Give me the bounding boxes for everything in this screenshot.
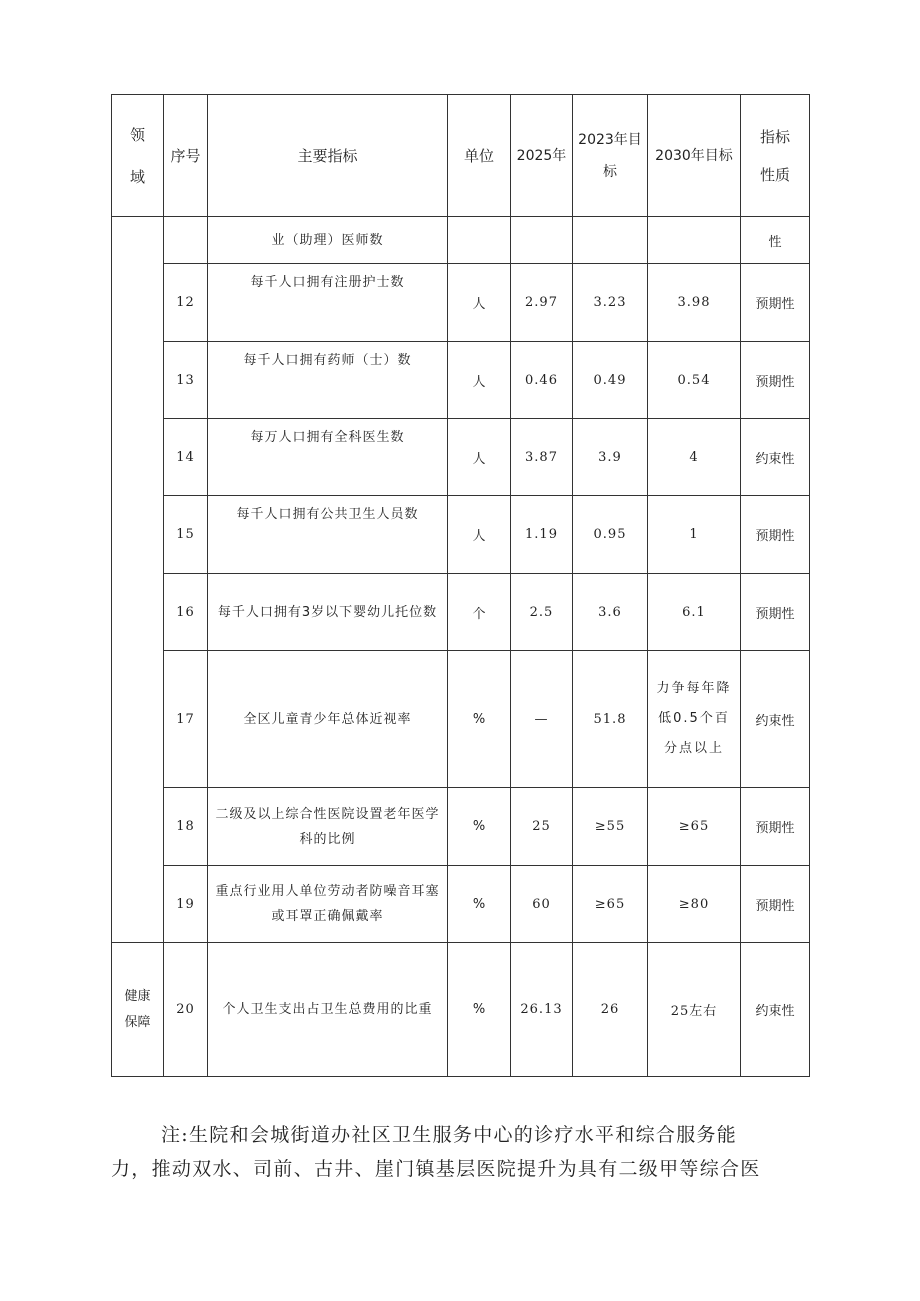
- value-2030: 0.54: [648, 342, 741, 419]
- value-2023: 0.95: [573, 496, 648, 574]
- indicator-cell: 重点行业用人单位劳动者防噪音耳塞或耳罩正确佩戴率: [208, 866, 448, 943]
- seq-cell: 17: [164, 651, 208, 788]
- indicator-cell: 全区儿童青少年总体近视率: [208, 651, 448, 788]
- value-2025: 0.46: [511, 342, 573, 419]
- unit-cell: 人: [448, 496, 511, 574]
- value-2030: 4: [648, 419, 741, 496]
- table-row: [112, 651, 810, 788]
- unit-cell: %: [448, 651, 511, 788]
- indicator-cell: 每万人口拥有全科医生数: [208, 419, 448, 496]
- value-2023: 3.23: [573, 264, 648, 342]
- indicator-cell: 个人卫生支出占卫生总费用的比重: [208, 943, 448, 1077]
- header-seq: 序号: [164, 95, 208, 217]
- table-row: [112, 574, 810, 651]
- unit-cell: %: [448, 788, 511, 866]
- value-2025: 2.97: [511, 264, 573, 342]
- unit-cell: 人: [448, 419, 511, 496]
- header-2023: 2023年目 标: [573, 95, 648, 217]
- value-2030: 1: [648, 496, 741, 574]
- indicator-cell: 每千人口拥有药师（士）数: [208, 342, 448, 419]
- value-2025: 2.5: [511, 574, 573, 651]
- value-2023: 51.8: [573, 651, 648, 788]
- header-2025: 2025年: [511, 95, 573, 217]
- value-2023: ≥55: [573, 788, 648, 866]
- nature-cell: 预期性: [741, 496, 810, 574]
- seq-cell: 13: [164, 342, 208, 419]
- table-row: [112, 496, 810, 574]
- nature-cell: 预期性: [741, 264, 810, 342]
- indicator-cell: 每千人口拥有3岁以下婴幼儿托位数: [208, 574, 448, 651]
- value-2025: 26.13: [511, 943, 573, 1077]
- header-row: [112, 95, 810, 217]
- field-cell: [112, 217, 164, 943]
- note-paragraph: [111, 1118, 816, 1186]
- seq-cell: 12: [164, 264, 208, 342]
- header-nature: 指标 性质: [741, 95, 810, 217]
- value-2030: 力争每年降低0.5个百分点以上: [648, 651, 741, 788]
- indicator-cell: 业（助理）医师数: [208, 217, 448, 264]
- seq-cell: 15: [164, 496, 208, 574]
- value-2023: 3.9: [573, 419, 648, 496]
- table-row: [112, 788, 810, 866]
- seq-cell: 20: [164, 943, 208, 1077]
- nature-cell: 约束性: [741, 943, 810, 1077]
- value-2030: 6.1: [648, 574, 741, 651]
- table-row: [112, 264, 810, 342]
- value-2030: 3.98: [648, 264, 741, 342]
- indicator-cell: 每千人口拥有公共卫生人员数: [208, 496, 448, 574]
- value-2025: —: [511, 651, 573, 788]
- unit-cell: %: [448, 866, 511, 943]
- value-2025: 3.87: [511, 419, 573, 496]
- nature-cell: 性: [741, 217, 810, 264]
- value-2025: 1.19: [511, 496, 573, 574]
- field-cell: 健康 保障: [112, 943, 164, 1077]
- value-2023: 0.49: [573, 342, 648, 419]
- value-2023: ≥65: [573, 866, 648, 943]
- seq-cell: 19: [164, 866, 208, 943]
- unit-cell: 人: [448, 264, 511, 342]
- indicator-cell: 每千人口拥有注册护士数: [208, 264, 448, 342]
- value-2025: 60: [511, 866, 573, 943]
- value-2023: 3.6: [573, 574, 648, 651]
- table-row: [112, 866, 810, 943]
- value-2030: 25左右: [648, 943, 741, 1077]
- header-2030: 2030年目标: [648, 95, 741, 217]
- table-row: [112, 419, 810, 496]
- unit-cell: %: [448, 943, 511, 1077]
- nature-cell: 预期性: [741, 342, 810, 419]
- value-2030: ≥65: [648, 788, 741, 866]
- value-2030: ≥80: [648, 866, 741, 943]
- unit-cell: 个: [448, 574, 511, 651]
- seq-cell: 14: [164, 419, 208, 496]
- table-row: [112, 217, 810, 264]
- header-indicator: 主要指标: [208, 95, 448, 217]
- table-row: [112, 943, 810, 1077]
- header-field: 领 域: [112, 95, 164, 217]
- unit-cell: 人: [448, 342, 511, 419]
- note-line: 力，推动双水、司前、古井、崖门镇基层医院提升为具有二级甲等综合医: [111, 1158, 761, 1180]
- value-2025: 25: [511, 788, 573, 866]
- indicator-cell: 二级及以上综合性医院设置老年医学科的比例: [208, 788, 448, 866]
- nature-cell: 预期性: [741, 574, 810, 651]
- nature-cell: 预期性: [741, 788, 810, 866]
- nature-cell: 约束性: [741, 419, 810, 496]
- seq-cell: 18: [164, 788, 208, 866]
- note-line: 注:生院和会城街道办社区卫生服务中心的诊疗水平和综合服务能: [161, 1124, 738, 1146]
- table-row: [112, 342, 810, 419]
- value-2023: 26: [573, 943, 648, 1077]
- indicator-table: [111, 94, 810, 1077]
- seq-cell: 16: [164, 574, 208, 651]
- nature-cell: 约束性: [741, 651, 810, 788]
- nature-cell: 预期性: [741, 866, 810, 943]
- header-unit: 单位: [448, 95, 511, 217]
